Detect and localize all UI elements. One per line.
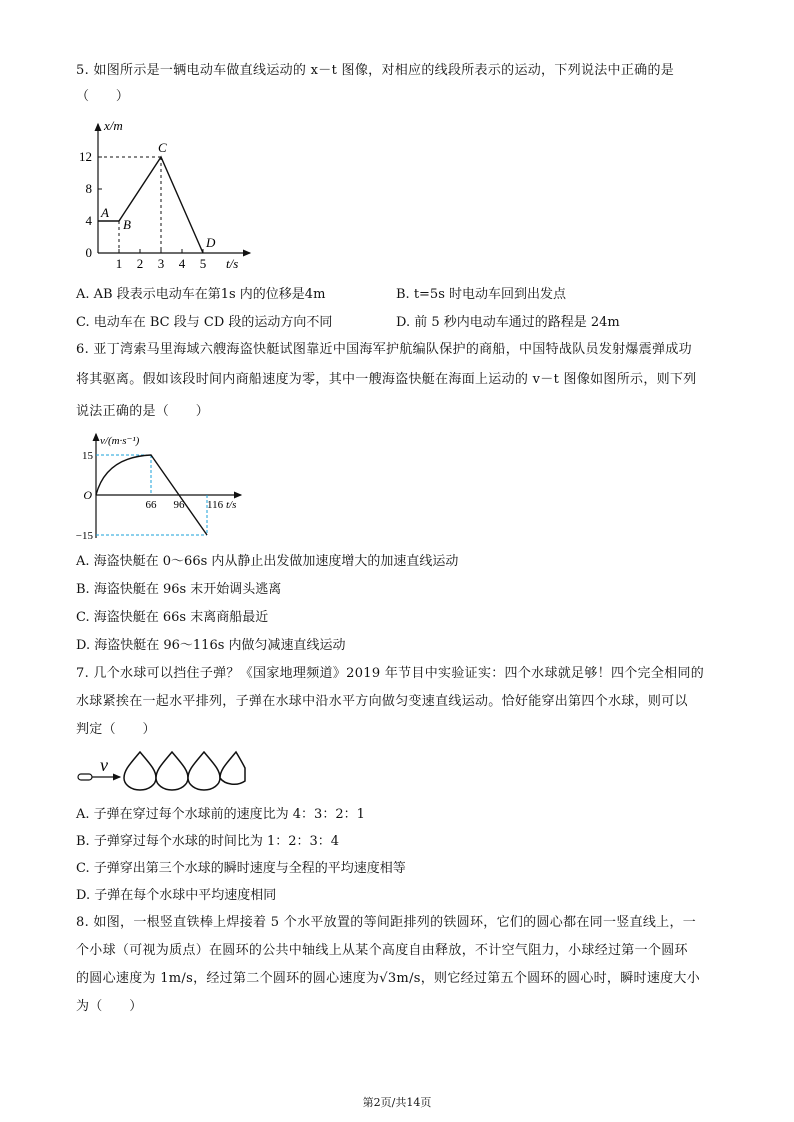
q8-text-line3: 的圆心速度为 1m/s，经过第二个圆环的圆心速度为√3m/s，则它经过第五个圆环的圆心时，瞬时速度大小: [76, 971, 701, 986]
waterball-3: [188, 752, 220, 790]
q6-vt-graph: [76, 430, 256, 542]
q5-point-d: D: [206, 235, 216, 250]
waterball-4: [220, 752, 245, 784]
q6-x-label: t/s: [226, 499, 237, 511]
q5-option-b[interactable]: B. t=5s 时电动车回到出发点: [396, 287, 567, 302]
q6-ytick-neg15: −15: [76, 530, 93, 542]
q7-text-line1: 7. 几个水球可以挡住子弹？《国家地理频道》2019 年节目中实验证实：四个水球就足够！四个完全相同的: [76, 666, 705, 681]
q6-xtick-66: 66: [145, 499, 157, 511]
q5-x-label: t/s: [226, 256, 239, 271]
q6-y-label: v/(m·s⁻¹): [100, 435, 140, 447]
waterball-1: [124, 752, 156, 790]
q6-text-line3: 说法正确的是（ ）: [76, 404, 210, 419]
q5-ytick-4: 4: [85, 213, 92, 228]
q5-xtick-4: 4: [178, 256, 186, 271]
q8-text-line2: 个小球（可视为质点）在圆环的公共中轴线上从某个高度自由释放，不计空气阻力，小球经过第一个圆环: [76, 943, 688, 958]
q5-text-line2: （ ）: [76, 89, 130, 104]
q5-point-c: C: [158, 140, 167, 155]
q7-option-a[interactable]: A. 子弹在穿过每个水球前的速度比为 4：3：2：1: [76, 807, 365, 822]
q5-xtick-5: 5: [199, 256, 207, 271]
q6-xtick-96: 96: [173, 499, 185, 511]
q7-option-c[interactable]: C. 子弹穿出第三个水球的瞬时速度与全程的平均速度相等: [76, 861, 406, 876]
q6-xtick-116: 116: [207, 499, 224, 511]
q5-ytick-12: 12: [79, 149, 92, 164]
q6-text-line2: 将其驱离。假如该段时间内商船速度为零，其中一艘海盗快艇在海面上运动的 v－t 图像如图所示，则下列: [76, 372, 697, 387]
page-footer: 第2页/共14页: [362, 1096, 432, 1109]
q5-option-a[interactable]: A. AB 段表示电动车在第1s 内的位移是4m: [76, 287, 326, 302]
q5-option-d[interactable]: D. 前 5 秒内电动车通过的路程是 24m: [396, 315, 620, 330]
q6-text-line1: 6. 亚丁湾索马里海域六艘海盗快艇试图靠近中国海军护航编队保护的商船，中国特战队员发射爆震弹成功: [76, 342, 692, 357]
q5-xtick-1: 1: [115, 256, 123, 271]
q5-xtick-3: 3: [157, 256, 165, 271]
q7-bullet-waterballs: [76, 746, 246, 792]
q7-text-line3: 判定（ ）: [76, 722, 156, 737]
q7-option-d[interactable]: D. 子弹在每个水球中平均速度相同: [76, 888, 277, 903]
q6-option-d[interactable]: D. 海盗快艇在 96～116s 内做匀减速直线运动: [76, 638, 346, 653]
waterball-2: [156, 752, 188, 790]
q6-option-c[interactable]: C. 海盗快艇在 66s 末离商船最近: [76, 610, 269, 625]
q7-option-b[interactable]: B. 子弹穿过每个水球的时间比为 1：2：3：4: [76, 834, 340, 849]
q5-point-a: A: [101, 205, 109, 220]
q6-origin: O: [83, 488, 92, 502]
q6-ytick-15: 15: [82, 450, 93, 462]
q5-option-c[interactable]: C. 电动车在 BC 段与 CD 段的运动方向不同: [76, 315, 333, 330]
q5-text-line1: 5. 如图所示是一辆电动车做直线运动的 x－t 图像，对相应的线段所表示的运动，下列说法中正确的是: [76, 63, 675, 78]
q5-ytick-0: 0: [85, 245, 92, 260]
q8-text-line1: 8. 如图，一根竖直铁棒上焊接着 5 个水平放置的等间距排列的铁圆环，它们的圆心都在同一竖直线上，一: [76, 915, 697, 930]
bullet-icon: [78, 774, 92, 780]
q6-option-b[interactable]: B. 海盗快艇在 96s 末开始调头逃离: [76, 582, 282, 597]
q5-xt-line: [98, 157, 203, 253]
q7-text-line2: 水球紧挨在一起水平排列，子弹在水球中沿水平方向做匀变速直线运动。恰好能穿出第四个水球，则可以: [76, 694, 688, 709]
q5-xtick-2: 2: [136, 256, 144, 271]
q5-y-label: x/m: [104, 118, 123, 133]
q8-text-line4: 为（ ）: [76, 999, 143, 1014]
q5-point-b: B: [123, 217, 131, 232]
q6-option-a[interactable]: A. 海盗快艇在 0～66s 内从静止出发做加速度增大的加速直线运动: [76, 554, 459, 569]
q7-velocity-label: v: [100, 755, 108, 775]
q5-ytick-8: 8: [85, 181, 92, 196]
q5-xt-graph: [70, 116, 260, 274]
